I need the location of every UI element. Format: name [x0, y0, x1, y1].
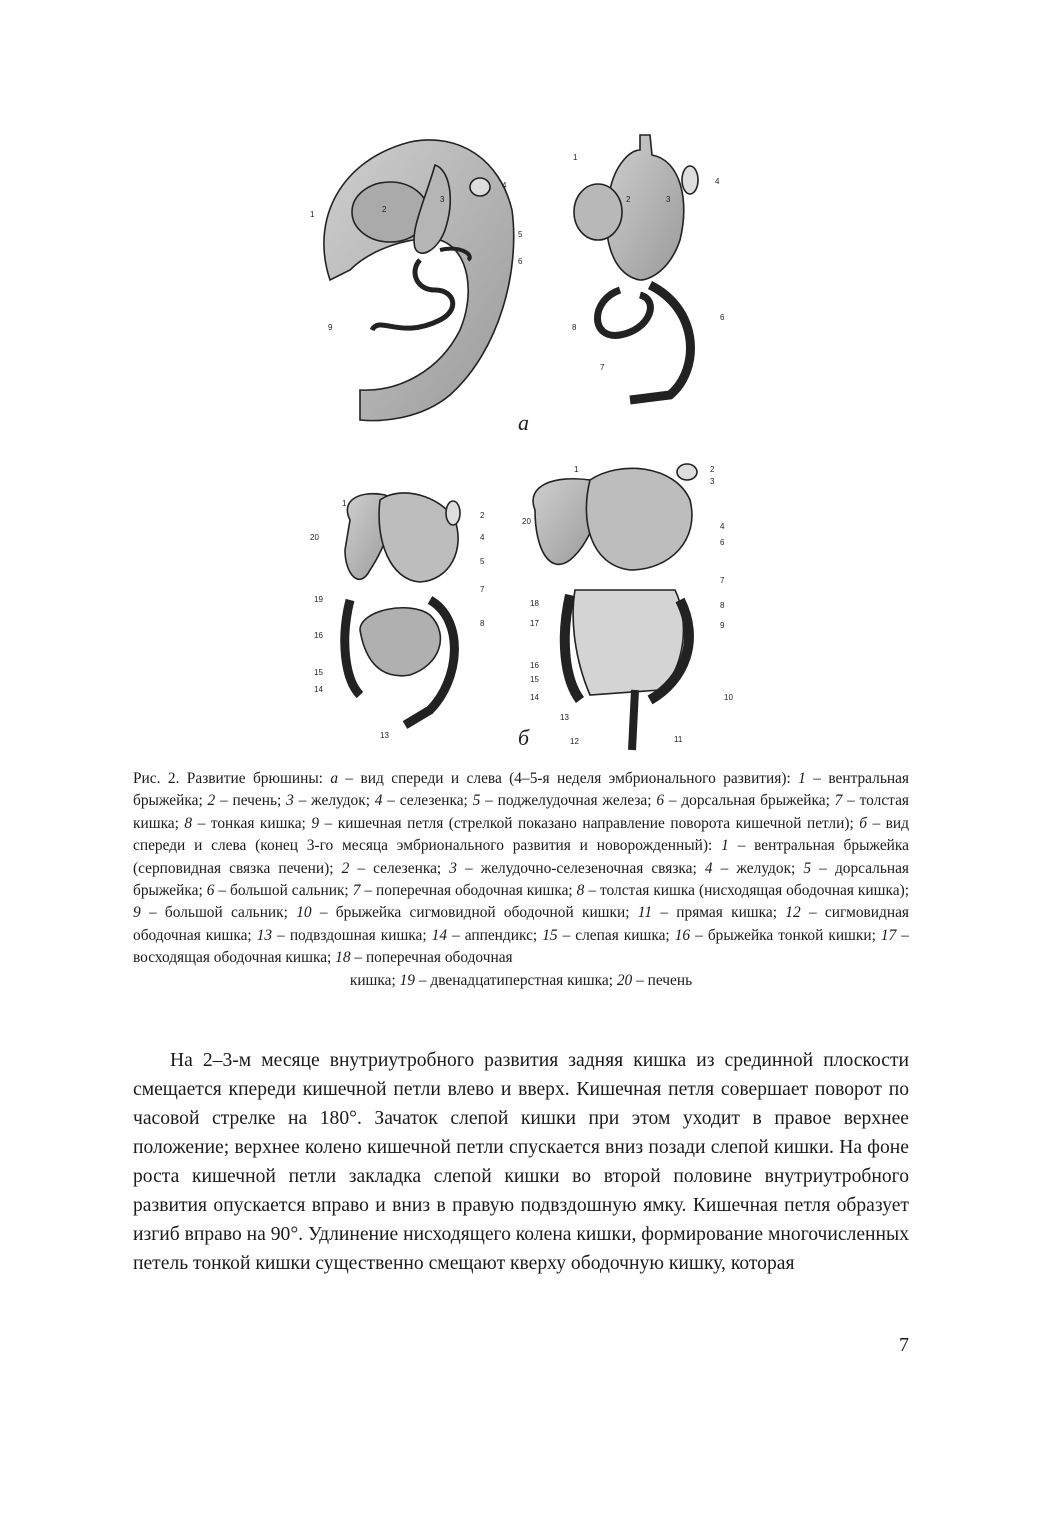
caption-item-text: – вентральная брыжейка (серповидная связка печени);: [133, 837, 909, 877]
caption-item-num: 9: [133, 904, 141, 922]
b-right-label: 20: [522, 517, 531, 526]
caption-item-num: 20: [616, 971, 633, 989]
caption-item-num: 11: [637, 904, 653, 922]
caption-item-text: – желудок;: [712, 859, 804, 877]
caption-item-text: – тонкая кишка;: [192, 814, 312, 832]
caption-item-text: – печень: [632, 971, 693, 989]
caption-item-text: – прямая кишка;: [652, 904, 786, 922]
figure-caption: [133, 768, 909, 992]
a-left-label: 9: [328, 323, 333, 332]
caption-item-num: 1: [721, 837, 729, 855]
panel-b-left-drawing: [345, 493, 460, 725]
caption-item-num: 13: [256, 926, 273, 944]
caption-item-text: – желудок;: [293, 792, 375, 810]
caption-item-text: – сигмовидная ободочная кишка;: [133, 904, 909, 944]
caption-item-text: – аппендикс;: [447, 926, 543, 944]
caption-item-text: – большой сальник;: [214, 882, 353, 900]
panel-b-letter: б: [518, 725, 530, 750]
panel-a-left-drawing: [324, 140, 514, 421]
b-right-label: 3: [710, 477, 715, 486]
caption-item-text: – дорсальная брыжейка;: [133, 859, 910, 900]
panel-a-letter: а: [518, 410, 529, 435]
b-left-label: 19: [314, 595, 323, 604]
caption-item-num: 6: [656, 792, 665, 810]
b-right-label: 13: [560, 713, 569, 722]
caption-item-text: – кишечная петля (стрелкой показано направление поворота кишечной петли);: [319, 814, 860, 832]
b-right-label: 6: [720, 538, 725, 547]
b-left-label: 4: [480, 533, 485, 542]
b-right-label: 18: [530, 599, 539, 608]
caption-a-letter: а: [330, 770, 339, 787]
b-right-label: 4: [720, 522, 725, 531]
a-left-label: 1: [310, 210, 315, 219]
caption-item-num: 4: [704, 859, 713, 877]
caption-item-num: 2: [207, 792, 216, 810]
caption-item-num: 16: [674, 926, 691, 944]
anatomy-figure: [290, 120, 760, 760]
caption-item-text: – поджелудочная железа;: [480, 792, 657, 810]
a-left-label: 6: [518, 257, 523, 266]
panel-a-right-drawing: [574, 135, 698, 400]
caption-item-num: 7: [352, 882, 361, 900]
a-right-label: 3: [666, 195, 671, 204]
page-number: 7: [899, 1334, 909, 1356]
b-left-label: 13: [380, 731, 389, 740]
caption-item-num: 6: [206, 882, 215, 900]
caption-item-text: – толстая кишка (нисходящая ободочная кишка);: [584, 882, 909, 900]
b-right-label: 7: [720, 576, 725, 585]
caption-item-num: 10: [296, 904, 312, 922]
caption-item-text: – поперечная ободочная кишка;: [360, 882, 577, 900]
caption-item-text: – двенадцатиперстная кишка;: [415, 971, 617, 989]
b-left-label: 1: [342, 499, 347, 508]
caption-item-num: 8: [576, 882, 585, 900]
b-right-label: 12: [570, 737, 579, 746]
a-left-label: 5: [518, 230, 523, 239]
b-right-label: 17: [530, 619, 539, 628]
caption-item-num: 15: [542, 926, 558, 944]
caption-item-text: – вентральная брыжейка;: [133, 770, 909, 810]
caption-item-text: – брыжейка тонкой кишки;: [690, 926, 881, 944]
caption-item-num: 3: [449, 859, 457, 877]
a-right-label: 2: [626, 195, 631, 204]
caption-item-num: 1: [798, 770, 806, 787]
b-right-label: 2: [710, 465, 715, 474]
caption-b-letter: б: [859, 814, 867, 832]
b-right-label: 14: [530, 693, 539, 702]
caption-item-num: 12: [785, 904, 801, 922]
caption-intro: Рис. 2. Развитие брюшины:: [133, 770, 331, 787]
caption-item-text: – поперечная ободочная: [350, 949, 513, 967]
caption-item-text: – печень;: [215, 792, 287, 810]
a-right-label: 8: [572, 323, 577, 332]
caption-item-text: – подвздошная кишка;: [272, 926, 432, 944]
b-left-label: 5: [480, 557, 485, 566]
body-paragraph: На 2–3-м месяце внутриутробного развития задняя кишка из срединной плоскости смещается кпереди кишечной петли влево и вверх. Кишечная петля совершает поворот по часовой стрелке на 180°. Зачаток слепой кишки при этом уходит в правое верхнее положение; верхнее колено кишечной петли спускается вниз позади слепой кишки. На фоне роста кишечной петли закладка слепой кишки во второй половине внутриутробного развития опускается вправо и вниз в правую подвздошную ямку. Кишечная петля образует изгиб вправо на 90°. Удлинение нисходящего колена кишки, формирование многочисленных петель тонкой кишки существенно смещают кверху ободочную кишку, которая: [133, 1050, 909, 1274]
a-right-label: 1: [573, 153, 578, 162]
b-left-label: 20: [310, 533, 319, 542]
caption-item-num: 2: [341, 859, 350, 877]
body-text: [133, 1046, 909, 1278]
caption-item-text: – слепая кишка;: [557, 926, 675, 944]
a-left-label: 4: [502, 181, 507, 190]
b-right-label: 11: [674, 735, 683, 744]
caption-item-num: 14: [431, 926, 448, 944]
caption-item-text: – селезенка;: [382, 792, 473, 810]
caption-item-num: 8: [184, 814, 193, 832]
caption-a-text: – вид спереди и слева (4–5-я неделя эмбрионального развития):: [338, 770, 799, 787]
caption-item-num: 18: [335, 949, 351, 967]
caption-item-num: 3: [286, 792, 294, 810]
a-right-label: 6: [720, 313, 725, 322]
a-left-label: 2: [382, 205, 387, 214]
b-left-label: 14: [314, 685, 323, 694]
b-right-label: 15: [530, 675, 539, 684]
caption-item-text: – желудочно-селезеночная связка;: [456, 859, 705, 877]
a-left-label: 3: [440, 195, 445, 204]
caption-item-text: – толстая кишка;: [133, 792, 910, 832]
caption-item-num: 9: [311, 814, 320, 832]
b-right-label: 16: [530, 661, 539, 670]
b-left-label: 16: [314, 631, 323, 640]
caption-item-num: 19: [399, 971, 415, 989]
panel-b-right-drawing: [533, 464, 697, 750]
caption-item-text: – брыжейка сигмовидной ободочной кишки;: [311, 904, 638, 922]
b-right-label: 8: [720, 601, 725, 610]
caption-item-text: – большой сальник;: [140, 904, 297, 922]
caption-b-text: – вид спереди и слева (конец 3-го месяца эмбрионального развития и новорожденный):: [133, 814, 909, 855]
b-right-label: 9: [720, 621, 725, 630]
caption-item-text: – селезенка;: [349, 859, 450, 877]
anatomy-illustration: [290, 120, 760, 760]
a-right-label: 4: [715, 177, 720, 186]
b-left-label: 8: [480, 619, 485, 628]
caption-item-text: – восходящая ободочная кишка;: [133, 926, 909, 967]
caption-item-num: 5: [803, 859, 812, 877]
b-right-label: 10: [724, 693, 733, 702]
b-right-label: 1: [574, 465, 579, 474]
caption-item-num: 5: [472, 792, 481, 810]
caption-item-num: 4: [374, 792, 383, 810]
b-left-label: 15: [314, 668, 323, 677]
b-left-label: 2: [480, 511, 485, 520]
caption-item-text: – дорсальная брыжейка;: [664, 792, 835, 810]
caption-last-line: кишка; 19 – двенадцатиперстная кишка; 20 – печень: [349, 971, 693, 989]
caption-item-num: 17: [880, 926, 897, 944]
a-right-label: 7: [600, 363, 605, 372]
b-left-label: 7: [480, 585, 485, 594]
caption-item-num: 7: [834, 792, 843, 810]
